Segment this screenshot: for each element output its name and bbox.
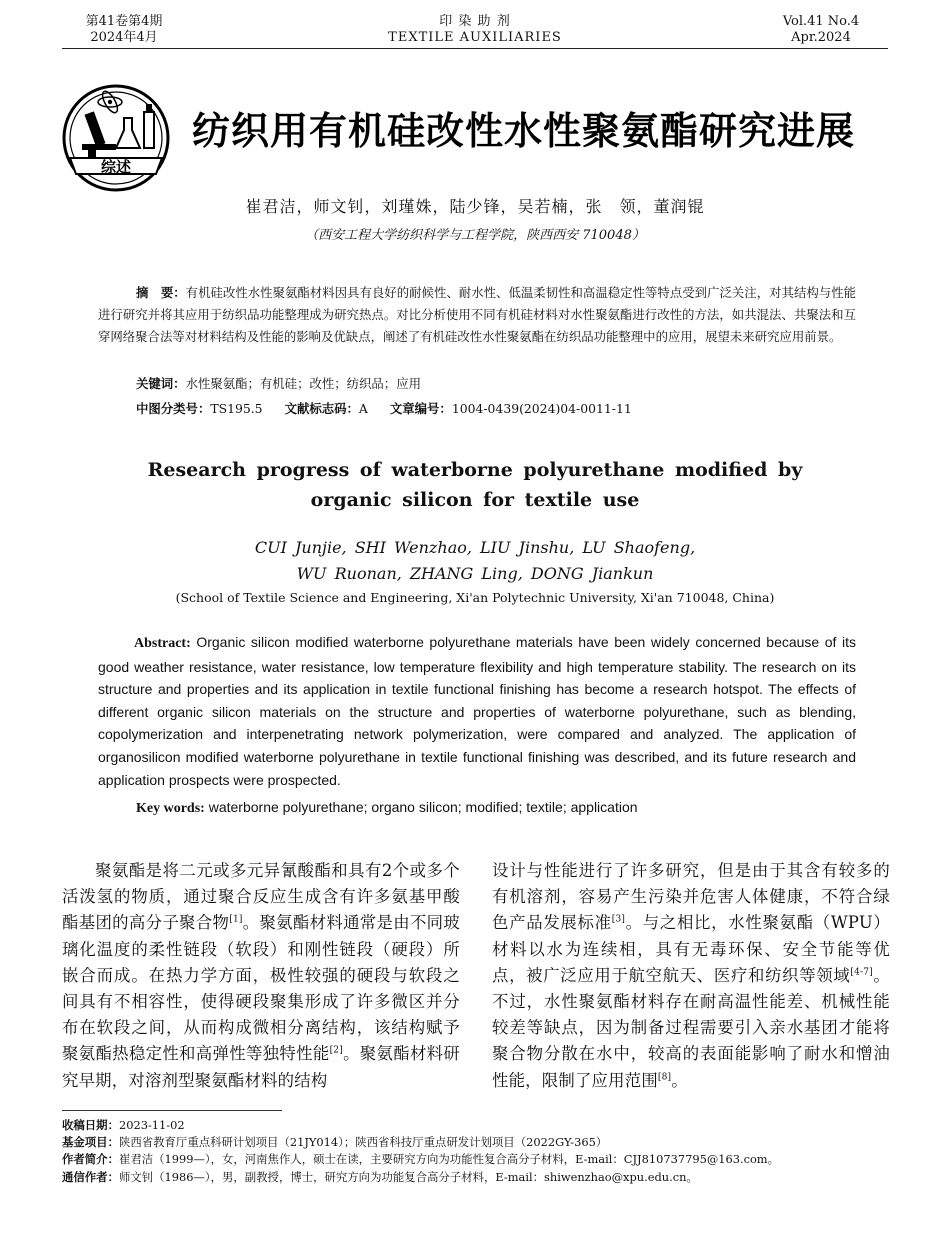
abstract-cn-label: 摘 要：	[136, 285, 186, 300]
header-volume-cn	[64, 14, 184, 46]
body-left-part3: 。聚氨酯材料研究早期，对溶剂型聚氨酯材料的结构	[62, 1044, 460, 1090]
footnote-author	[62, 1151, 892, 1168]
journal-name-en: TEXTILE AUXILIARIES	[388, 30, 562, 45]
body-right-part1: 设计与性能进行了许多研究，但是由于其含有较多的有机溶剂，容易产生污染并危害人体健康，不符合绿色产品发展标准	[492, 861, 890, 933]
classification-row	[136, 399, 632, 417]
citation-4-7: [4-7]	[850, 967, 873, 978]
article-id-label: 文章编号：	[389, 401, 452, 416]
keywords-en-text: waterborne polyurethane; organo silicon; modified; textile; application	[208, 799, 638, 815]
date-en: Apr.2024	[791, 30, 851, 45]
corresponding-label: 通信作者：	[62, 1169, 119, 1184]
header-volume-en	[766, 14, 876, 46]
keywords-cn-text: 水性聚氨酯；有机硅；改性；纺织品；应用	[185, 376, 421, 391]
keywords-en-label: Key words:	[136, 801, 205, 816]
header-journal	[375, 14, 575, 46]
received-label: 收稿日期：	[62, 1118, 119, 1132]
volume-issue-cn: 第41卷第4期	[85, 14, 163, 29]
journal-name-cn: 印 染 助 剂	[439, 14, 511, 29]
article-title-en	[0, 455, 950, 515]
fund-label: 基金项目：	[62, 1135, 119, 1150]
title-en-line2: organic silicon for textile use	[310, 489, 640, 511]
keywords-en	[136, 799, 638, 817]
volume-issue-en: Vol.41 No.4	[782, 14, 860, 29]
abstract-en	[98, 631, 856, 791]
abstract-cn	[98, 282, 856, 348]
body-right-part3: 。不过，水性聚氨酯材料存在耐高温性能差、机械性能较差等缺点，因为制备过程需要引入亲水基团才能将聚合物分散在水中，较高的表面能影响了耐水和憎油性能，限制了应用范围	[492, 965, 891, 1090]
keywords-cn	[136, 374, 421, 392]
footnote-corresponding	[62, 1169, 892, 1186]
author-bio-label: 作者简介：	[62, 1152, 119, 1167]
footnote-fund	[62, 1134, 892, 1151]
authors-cn: 崔君洁，师文钊，刘瑾姝，陆少锋，吴若楠，张 领，董润锟	[245, 197, 705, 216]
received-value: 2023-11-02	[118, 1118, 185, 1132]
citation-1: [1]	[229, 914, 243, 925]
body-right-part2: 。与之相比，水性聚氨酯（WPU）材料以水为连续相，具有无毒环保、安全节能等优点，被广泛应用于航空航天、医疗和纺织等领域	[492, 913, 890, 985]
footnote-received	[62, 1117, 892, 1134]
doc-code-label: 文献标志码：	[284, 401, 359, 416]
body-left-part2: 。聚氨酯材料通常是由不同玻璃化温度的柔性链段（软段）和刚性链段（硬段）所嵌合而成。在热力学方面，极性较强的硬段与软段之间具有不相容性，使得硬段聚集形成了许多微区并分布在软段之间，从而构成微相分离结构，该结构赋予聚氨酯热稳定性和高弹性等独特性能	[62, 913, 460, 1064]
corresponding-value: 师文钊（1986—），男，副教授，博士，研究方向为功能复合高分子材料，E-mail：shiwenzhao@xpu.edu.cn。	[118, 1169, 698, 1184]
date-cn: 2024年4月	[90, 30, 158, 45]
badge-text: 综述	[100, 158, 132, 176]
body-column-right	[492, 858, 890, 1094]
abstract-en-text: Organic silicon modified waterborne polyurethane materials have been widely concerned because of its good weather resistance, water resistance, low temperature flexibility and high temperature stability. The research on its structure and properties and its application in textile functional finishing has become a research hotspot. The effects of different organic silicon materials on the structure and properties of waterborne polyurethane, such as blending, copolymerization and interpenetrating network polymerization, were compared and analyzed. The application of organosilicon modified waterborne polyurethane in textile functional finishing was described, and its future research and application prospects were prospected.	[98, 634, 856, 788]
citation-3: [3]	[611, 914, 626, 925]
review-badge-icon	[60, 82, 172, 194]
article-id-value: 1004-0439(2024)04-0011-11	[451, 401, 632, 416]
abstract-cn-text: 有机硅改性水性聚氨酯材料因具有良好的耐候性、耐水性、低温柔韧性和高温稳定性等特点受到广泛关注，对其结构与性能进行研究并将其应用于纺织品功能整理成为研究热点。对比分析使用不同有机硅材料对水性聚氨酯进行改性的方法，如共混法、共聚法和互穿网络聚合法等对材料结构及性能的影响及优缺点，阐述了有机硅改性水性聚氨酯在纺织品功能整理中的应用，展望未来研究应用前景。	[98, 285, 857, 344]
body-right-part4: 。	[671, 1070, 688, 1090]
doc-code-value: A	[358, 401, 368, 416]
affiliation-en: (School of Textile Science and Engineering, Xi'an Polytechnic University, Xi'an 710048, China)	[175, 590, 775, 605]
header-divider	[62, 48, 888, 49]
footnotes	[62, 1117, 892, 1186]
footnote-divider	[62, 1110, 282, 1111]
title-en-line1: Research progress of waterborne polyurethane modified by	[147, 459, 803, 481]
affiliation-cn: （西安工程大学纺织科学与工程学院，陕西西安 710048）	[305, 228, 645, 243]
authors-en	[0, 535, 950, 587]
authors-en-line1: CUI Junjie, SHI Wenzhao, LIU Jinshu, LU Shaofeng,	[254, 538, 696, 557]
article-title-cn: 纺织用有机硅改性水性聚氨酯研究进展	[192, 109, 856, 153]
clc-label: 中图分类号：	[136, 401, 211, 416]
citation-2: [2]	[329, 1045, 343, 1056]
clc-value: TS195.5	[210, 401, 263, 416]
fund-value: 陕西省教育厅重点科研计划项目（21JY014）；陕西省科技厅重点研发计划项目（2022GY-365）	[118, 1135, 608, 1150]
keywords-cn-label: 关键词：	[136, 376, 186, 391]
authors-en-line2: WU Ruonan, ZHANG Ling, DONG Jiankun	[296, 564, 654, 583]
author-bio-value: 崔君洁（1999—），女，河南焦作人，硕士在读，主要研究方向为功能性复合高分子材料，E-mail：CJJ810737795@163.com。	[118, 1152, 780, 1167]
body-left-part1: 聚氨酯是将二元或多元异氰酸酯和具有2个或多个活泼氢的物质，通过聚合反应生成含有许多氨基甲酸酯基团的高分子聚合物	[62, 861, 460, 933]
citation-8: [8]	[657, 1072, 672, 1083]
abstract-en-label: Abstract:	[134, 636, 191, 651]
body-column-left	[62, 858, 460, 1094]
